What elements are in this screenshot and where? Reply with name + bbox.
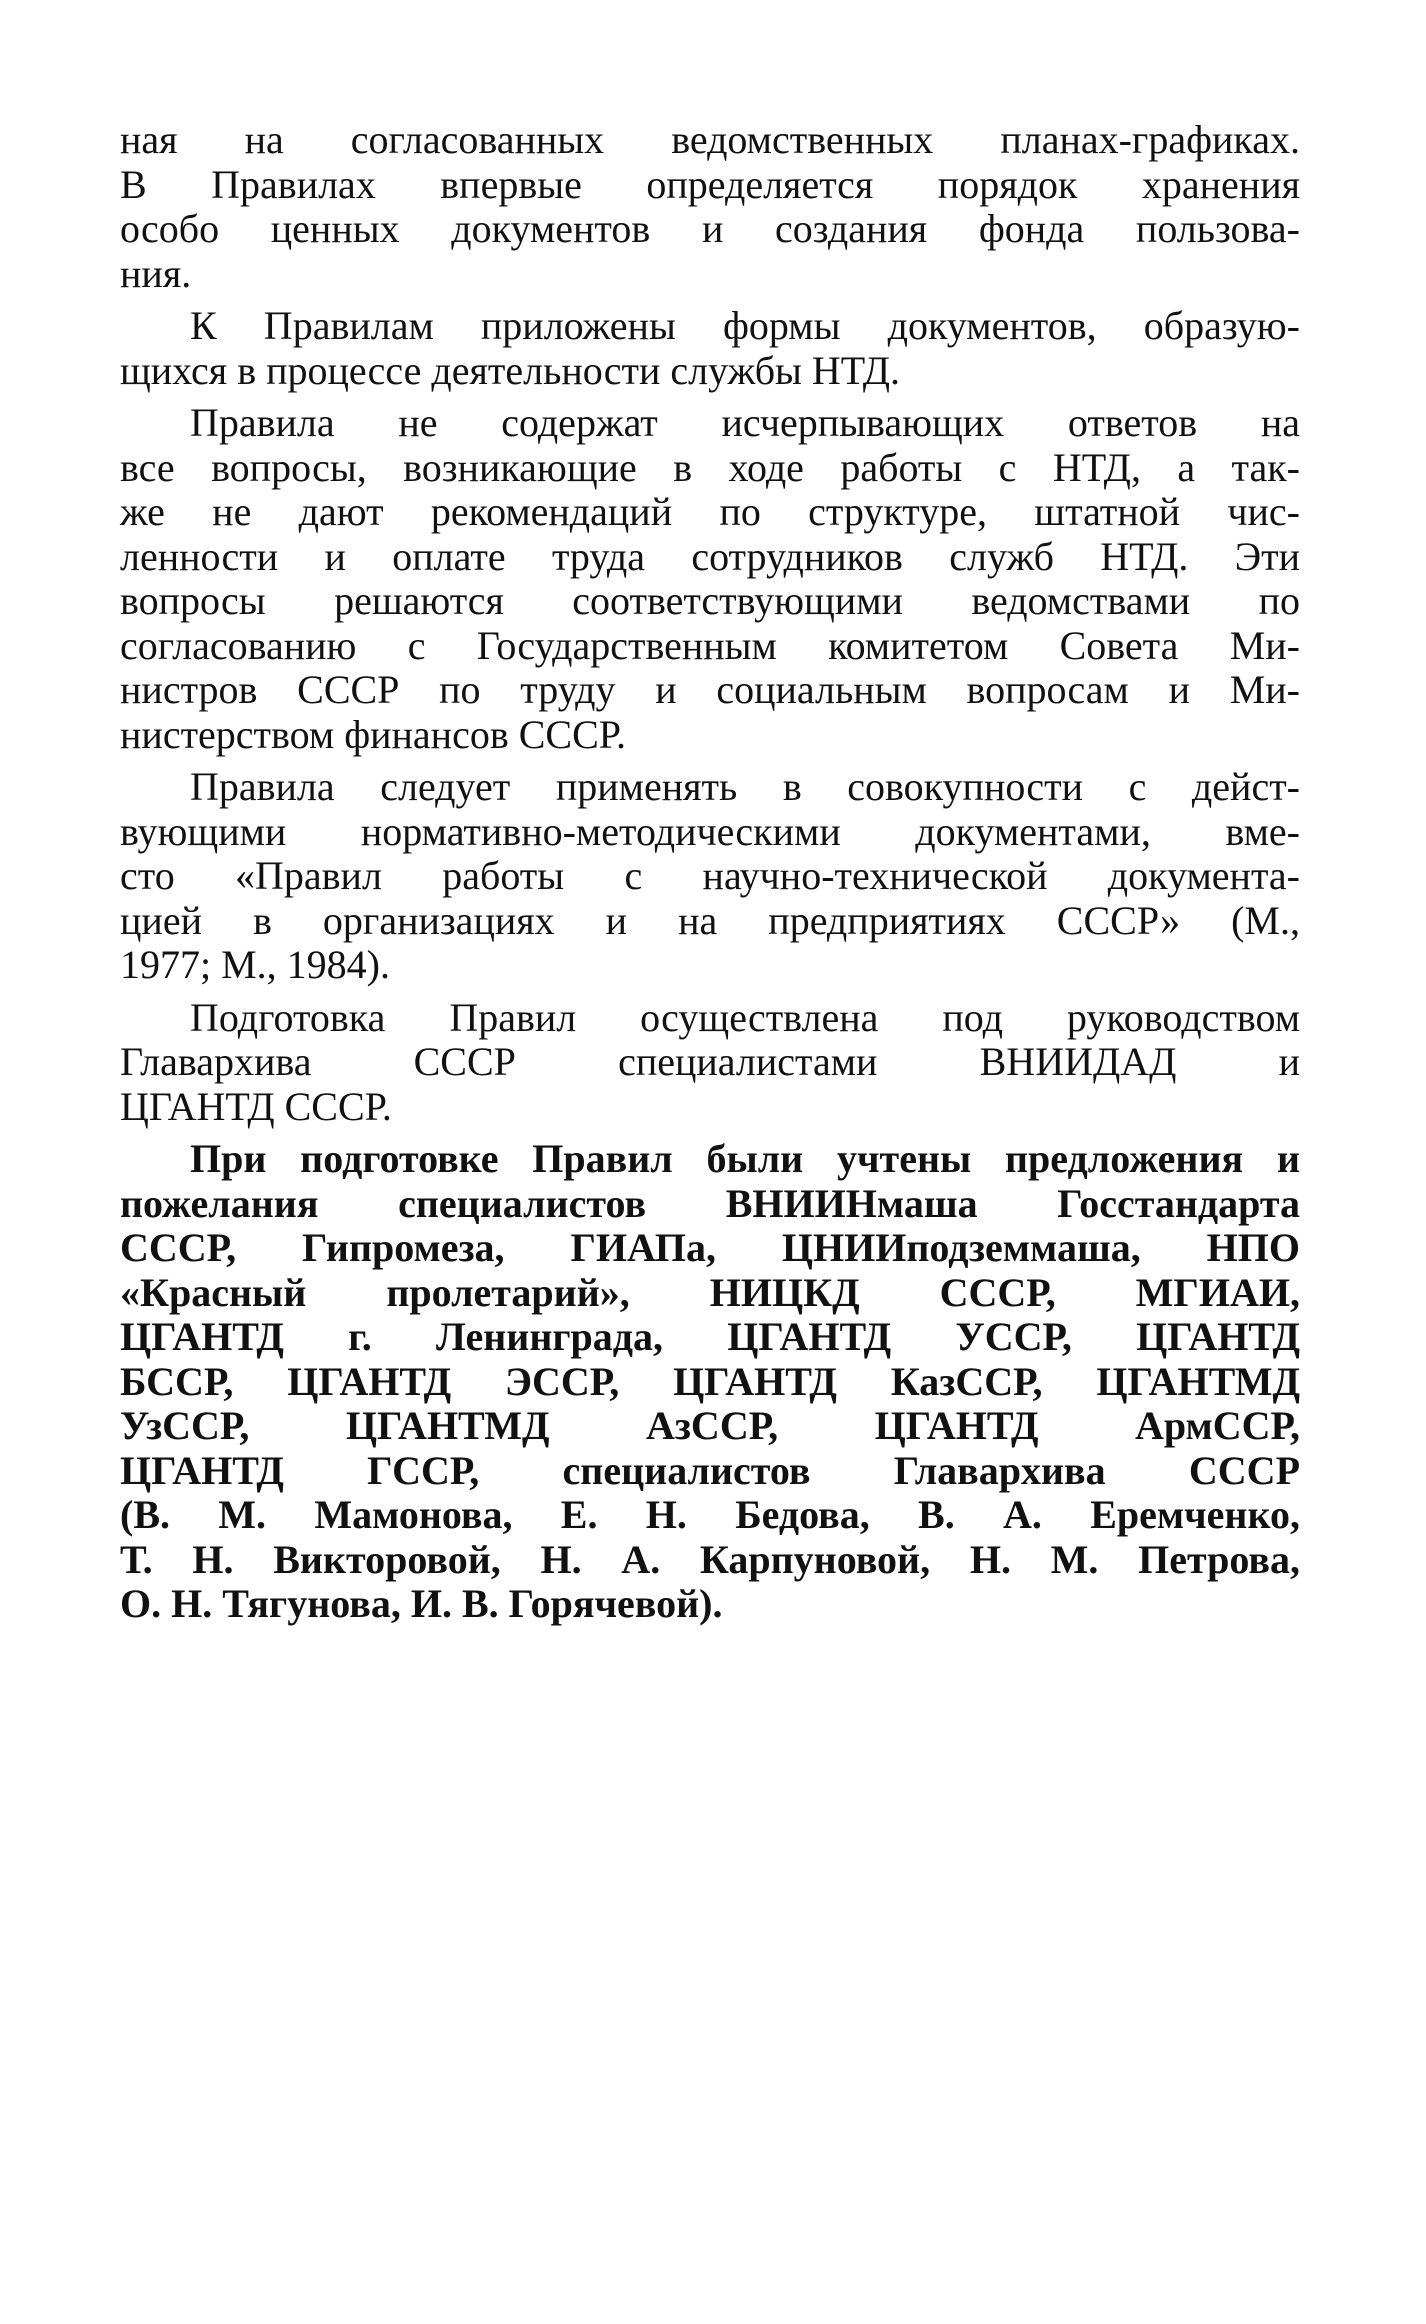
paragraph-storage-rules xyxy=(120,118,1300,296)
text-line: вопросы решаются соответствующими ведомствами по xyxy=(120,578,1300,623)
paragraph-appended-forms xyxy=(120,304,1300,393)
text-line: Подготовка Правил осуществлена под руководством xyxy=(190,994,1300,1040)
text-line: нистерством финансов СССР. xyxy=(120,711,627,757)
text-line: же не дают рекомендаций по структуре, штатной чис- xyxy=(120,489,1300,534)
text-line: ленности и оплате труда сотрудников служб НТД. Эти xyxy=(120,533,1300,579)
text-line: сто «Правил работы с научно-технической документа- xyxy=(120,853,1300,898)
text-line: Правила следует применять в совокупности с дейст- xyxy=(190,764,1300,809)
paragraph-preparation xyxy=(120,996,1300,1130)
text-line: БССР, ЦГАНТД ЭССР, ЦГАНТД КазССР, ЦГАНТМД xyxy=(120,1358,1300,1404)
text-line: Правила не содержат исчерпывающих ответов на xyxy=(190,400,1300,445)
text-line: особо ценных документов и создания фонда пользова- xyxy=(120,206,1300,251)
paragraph-application xyxy=(120,765,1300,988)
text-line: вующими нормативно-методическими документами, вме- xyxy=(120,808,1300,854)
text-line: согласованию с Государственным комитетом Совета Ми- xyxy=(120,622,1300,668)
text-line: ЦГАНТД СССР. xyxy=(120,1083,392,1129)
paragraph-acknowledgements xyxy=(120,1137,1300,1627)
text-line: (В. М. Мамонова, Е. Н. Бедова, В. А. Еремченко, xyxy=(120,1492,1300,1537)
text-line: нистров СССР по труду и социальным вопросам и Ми- xyxy=(120,667,1300,712)
text-line: Т. Н. Викторовой, Н. А. Карпуновой, Н. М. Петрова, xyxy=(120,1536,1300,1582)
text-line: все вопросы, возникающие в ходе работы с НТД, а так- xyxy=(120,444,1300,490)
text-line: О. Н. Тягунова, И. В. Горячевой). xyxy=(120,1581,723,1626)
text-line: ная на согласованных ведомственных планах-графиках. xyxy=(120,117,1300,162)
text-line: При подготовке Правил были учтены предложения и xyxy=(190,1136,1300,1181)
text-line: 1977; М., 1984). xyxy=(120,942,390,987)
text-line: К Правилам приложены формы документов, образую- xyxy=(190,303,1300,348)
text-line: цией в организациях и на предприятиях СССР» (М., xyxy=(120,897,1300,943)
text-line: СССР, Гипромеза, ГИАПа, ЦНИИподземмаша, НПО xyxy=(120,1225,1300,1270)
text-line: В Правилах впервые определяется порядок хранения xyxy=(120,161,1300,207)
paragraph-limitations xyxy=(120,401,1300,757)
text-line: ния. xyxy=(120,250,192,296)
text-line: ЦГАНТД г. Ленинграда, ЦГАНТД УССР, ЦГАНТД xyxy=(120,1314,1300,1359)
text-line: Главархива СССР специалистами ВНИИДАД и xyxy=(120,1039,1300,1084)
text-line: ЦГАНТД ГССР, специалистов Главархива СССР xyxy=(120,1447,1300,1493)
text-line: УзССР, ЦГАНТМД АзССР, ЦГАНТД АрмССР, xyxy=(120,1403,1300,1448)
text-line: пожелания специалистов ВНИИНмаша Госстандарта xyxy=(120,1180,1300,1226)
text-line: «Красный пролетарий», НИЦКД СССР, МГИАИ, xyxy=(120,1269,1300,1315)
text-line: щихся в процессе деятельности службы НТД. xyxy=(120,347,900,393)
document-page xyxy=(120,118,1300,1627)
